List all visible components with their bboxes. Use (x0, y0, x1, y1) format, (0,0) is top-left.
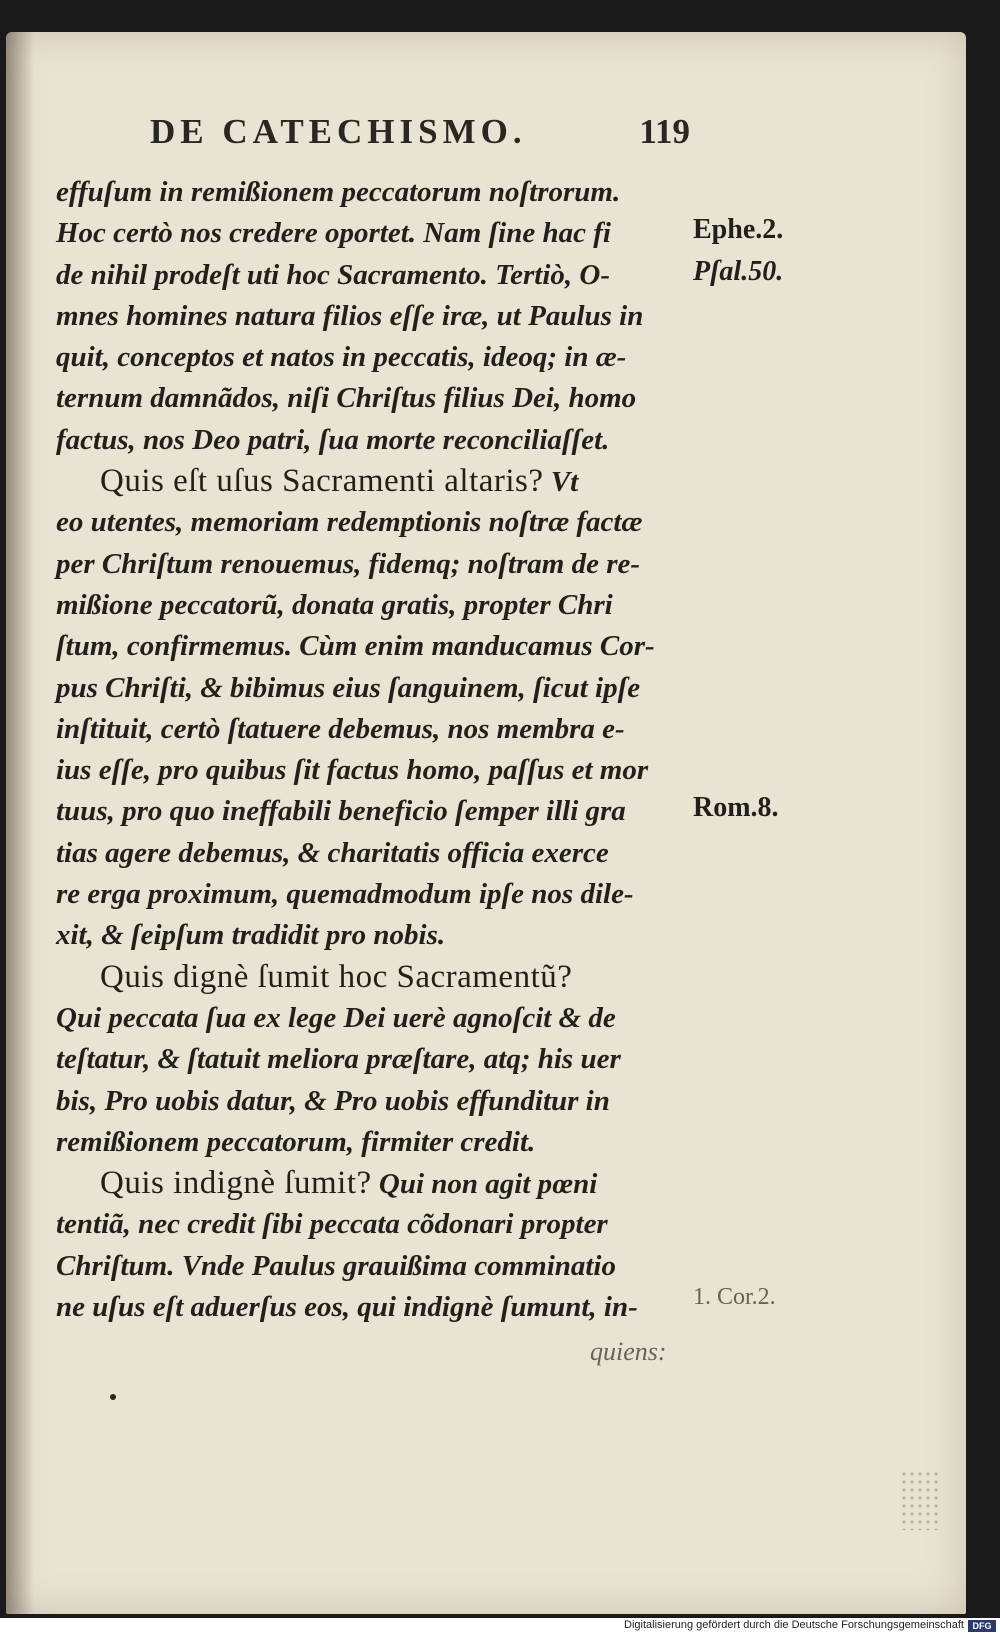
text-line: ternum damnãdos, niſi Chriſtus filius Dei, homo (56, 382, 637, 415)
text-line: teſtatur, & ſtatuit meliora præſtare, atq; his uer (56, 1043, 621, 1076)
text-line: ius eſſe, pro quibus ſit factus homo, paſſus et mor (56, 754, 649, 787)
question-line (56, 957, 696, 998)
page-specks (900, 1470, 940, 1530)
text-line: Qui peccata ſua ex lege Dei uerè agnoſcit & de (56, 1001, 616, 1034)
margin-note-ephesians: Ephe.2. (693, 214, 784, 245)
text-line: effuſum in remißionem peccatorum noſtrorum. (56, 176, 621, 208)
text-line: quit, conceptos et natos in peccatis, ideoq; in æ- (56, 341, 627, 374)
text-line: inſtituit, certò ſtatuere debemus, nos membra e- (56, 712, 625, 745)
text-line: factus, nos Deo patri, ſua morte reconciliaſſet. (56, 423, 610, 456)
text-line: per Chriſtum renouemus, fidemq; noſtram de re- (56, 547, 641, 580)
text-line: de nihil prodeſt uti hoc Sacramento. Tertiò, O- (56, 258, 610, 291)
question-heading: Quis indignè ſumit? (100, 1165, 372, 1202)
question-heading: Quis eſt uſus Sacramenti altaris? (100, 463, 544, 500)
text-line: ſtum, confirmemus. Cùm enim manducamus Cor- (56, 630, 655, 663)
text-line: ne uſus eſt aduerſus eos, qui indignè ſumunt, in- (56, 1291, 638, 1324)
text-line: mißione peccatorũ, donata gratis, propter Chri (56, 588, 613, 621)
page-number: 119 (639, 112, 690, 151)
margin-note-psalms: Pſal.50. (693, 256, 784, 287)
answer-start: Qui non agit pœni (371, 1168, 598, 1201)
question-line (56, 1163, 696, 1204)
text-line: tentiã, nec credit ſibi peccata cõdonari propter (56, 1208, 608, 1241)
question-heading: Quis dignè ſumit hoc Sacramentũ? (100, 958, 573, 995)
footer-bar (0, 1618, 1000, 1634)
text-line: xit, & ſeipſum tradidit pro nobis. (56, 919, 446, 952)
ink-dot (110, 1394, 116, 1400)
running-head-title: DE CATECHISMO. (150, 112, 527, 151)
body-text (56, 172, 696, 1328)
text-line: bis, Pro uobis datur, & Pro uobis effunditur in (56, 1084, 610, 1117)
text-line: Chriſtum. Vnde Paulus grauißima comminatio (56, 1249, 616, 1282)
question-line (56, 461, 696, 502)
margin-note-romans: Rom.8. (693, 792, 779, 823)
text-line: re erga proximum, quemadmodum ipſe nos dile- (56, 878, 634, 911)
text-line: Hoc certò nos credere oportet. Nam ſine hac fi (56, 217, 611, 250)
text-line: pus Chriſti, & bibimus eius ſanguinem, ſicut ipſe (56, 671, 641, 704)
text-line: remißionem peccatorum, firmiter credit. (56, 1125, 536, 1158)
funding-credit: Digitalisierung gefördert durch die Deutsche Forschungsgemeinschaft (624, 1619, 964, 1631)
running-head (150, 112, 690, 158)
catchword: quiens: (590, 1337, 667, 1366)
answer-start: Vt (543, 466, 579, 499)
text-line: tias agere debemus, & charitatis officia exerce (56, 836, 609, 869)
text-line: tuus, pro quo ineffabili beneficio ſemper illi gra (56, 795, 626, 828)
margin-note-corinthians: 1. Cor.2. (693, 1284, 776, 1310)
gutter-shadow (6, 32, 34, 1614)
text-line: eo utentes, memoriam redemptionis noſtræ factæ (56, 506, 643, 539)
dfg-logo-icon: DFG (968, 1620, 996, 1632)
text-line: mnes homines natura filios eſſe iræ, ut Paulus in (56, 299, 644, 332)
